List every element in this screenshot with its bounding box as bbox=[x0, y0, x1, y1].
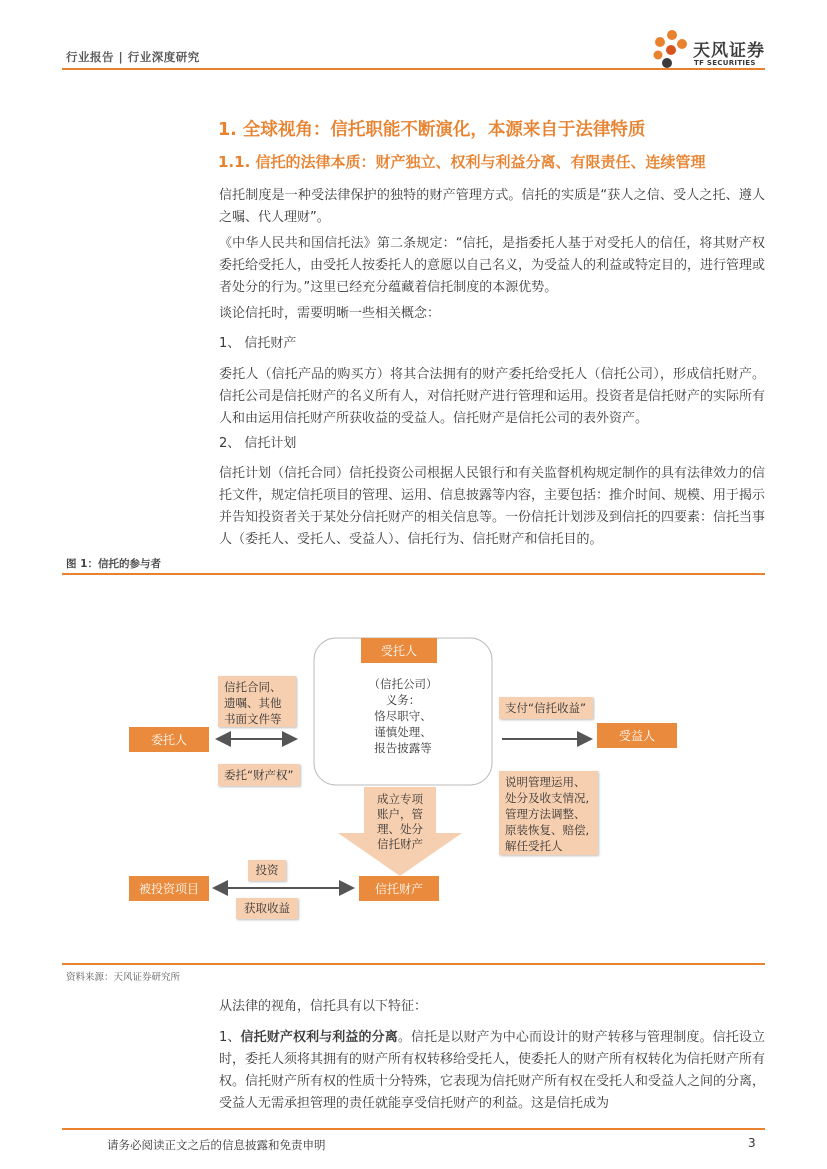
trust-property-box: 信托财产 bbox=[359, 876, 439, 901]
invested-project-box: 被投资项目 bbox=[129, 876, 209, 901]
return-note: 获取收益 bbox=[236, 898, 298, 919]
arrow-note: 成立专项 账户，管 理、处分 信托财产 bbox=[377, 792, 423, 851]
paragraph: 2、 信托计划 bbox=[219, 436, 297, 451]
paragraph: 谈论信托时，需要明晰一些相关概念： bbox=[219, 306, 441, 321]
paragraph: 委托人（信托产品的购买方）将其合法拥有的财产委托给受托人（信托公司），形成信托财产。信托公司是信托财产的名义所有人，对信托财产进行管理和运用。投资者是信托财产的实际所有人和由运用信托财产所获收益的受益人。信托财产是信托公司的表外资产。 bbox=[219, 367, 766, 426]
trustee-box: 受托人 bbox=[361, 638, 437, 663]
logo-text: 天风证券 bbox=[693, 41, 765, 61]
figure-title: 图 1：信托的参与者 bbox=[66, 558, 161, 570]
settlor-box: 委托人 bbox=[129, 727, 209, 752]
page-number: 3 bbox=[748, 1136, 756, 1150]
beneficiary-box: 受益人 bbox=[597, 723, 677, 748]
footer-divider bbox=[62, 1128, 765, 1130]
contract-note: 信托合同、 遗嘱、其他 书面文件等 bbox=[218, 676, 296, 727]
entrust-note: 委托“财产权” bbox=[218, 764, 300, 786]
paragraph: 信托制度是一种受法律保护的独特的财产管理方式。信托的实质是“获人之信、受人之托、遵人之嘱、代人理财”。 bbox=[219, 188, 765, 225]
logo-subtext: TF SECURITIES bbox=[694, 59, 756, 67]
breadcrumb: 行业报告 | 行业深度研究 bbox=[66, 50, 200, 64]
trustee-description: （信托公司） 义务： 恪尽职守、 谨慎处理、 报告披露等 bbox=[368, 677, 438, 755]
paragraph: 《中华人民共和国信托法》第二条规定：“信托，是指委托人基于对受托人的信任，将其财产权委托给受托人，由受托人按委托人的意愿以自己名义，为受益人的利益或特定目的，进行管理或者处分的行为。”这里已经充分蕴藏着信托制度的本源优势。 bbox=[219, 236, 766, 295]
paragraph: 从法律的视角，信托具有以下特征： bbox=[219, 999, 428, 1014]
invest-note: 投资 bbox=[248, 860, 286, 881]
figure-source: 资料来源：天风证券研究所 bbox=[66, 972, 181, 983]
pay-note: 支付“信托收益” bbox=[499, 697, 593, 719]
figure-bottom-divider bbox=[62, 963, 765, 965]
footer-disclaimer: 请务必阅读正文之后的信息披露和免责申明 bbox=[107, 1138, 326, 1152]
section-heading: 1. 全球视角：信托职能不断演化，本源来自于法律特质 bbox=[218, 120, 646, 140]
paragraph: 1、信托财产权利与利益的分离。信托是以财产为中心而设计的财产转移与管理制度。信托设立时，委托人须将其拥有的财产所有权转移给受托人，使委托人的财产所有权转化为信托财产所有权。信托财产所有权的性质十分特殊，它表现为信托财产所有权在受托人和受益人之间的分离，受益人无需承担管理的责任就能享受信托财产的利益。这是信托成为 bbox=[219, 1030, 766, 1111]
subsection-heading: 1.1. 信托的法律本质：财产独立、权利与利益分离、有限责任、连续管理 bbox=[218, 153, 706, 171]
explain-note: 说明管理运用、 处分及收支情况, 管理方法调整、 原装恢复、赔偿, 解任受托人 bbox=[499, 771, 598, 855]
paragraph: 1、 信托财产 bbox=[219, 336, 297, 351]
paragraph: 信托计划（信托合同）信托投资公司根据人民银行和有关监督机构规定制作的具有法律效力的信托文件，规定信托项目的管理、运用、信息披露等内容，主要包括：推介时间、规模、用于揭示并告知投资者关于某处分信托财产的相关信息等。一份信托计划涉及到信托的四要素：信托当事人（委托人、受托人、受益人）、信托行为、信托财产和信托目的。 bbox=[219, 466, 766, 547]
